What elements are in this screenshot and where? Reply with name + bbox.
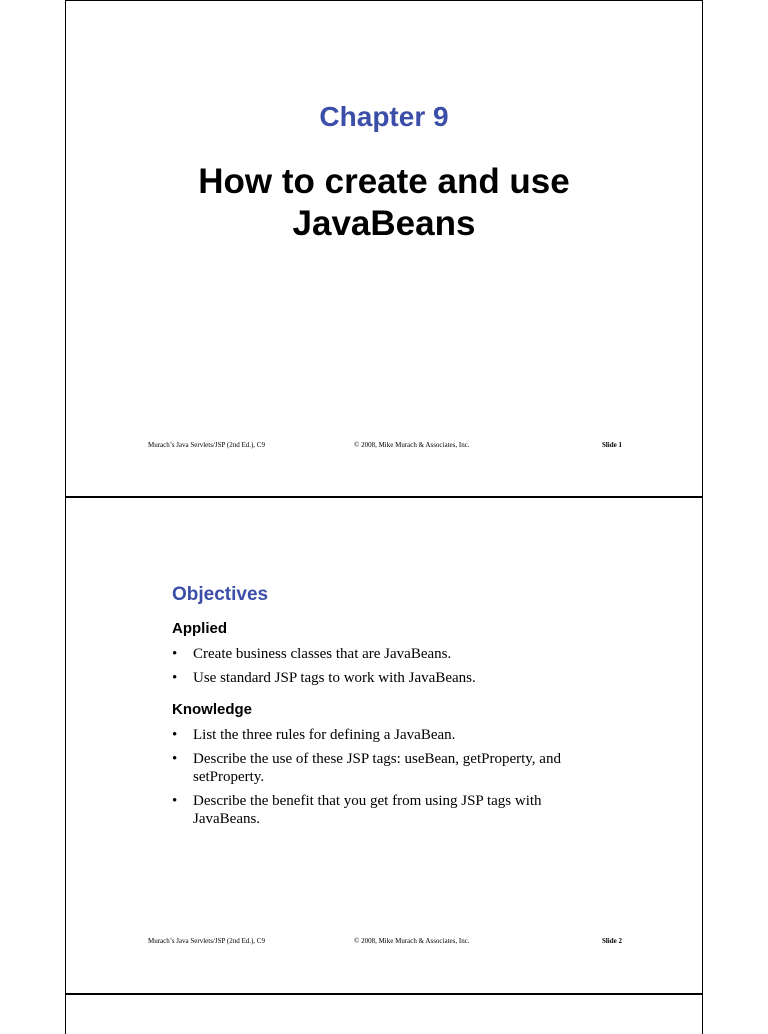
footer-book-title: Murach’s Java Servlets/JSP (2nd Ed.), C9 — [148, 937, 265, 945]
list-item-text: List the three rules for defining a JavaBean. — [193, 727, 456, 743]
bullet-icon: • — [172, 793, 178, 809]
bullet-icon: • — [172, 751, 178, 767]
title-line-2: JavaBeans — [292, 204, 476, 243]
slide-2 — [65, 497, 703, 994]
footer-slide-number: Slide 2 — [601, 937, 622, 945]
list-item-text: Create business classes that are JavaBeans. — [193, 646, 452, 662]
footer-copyright: © 2008, Mike Murach & Associates, Inc. — [354, 441, 470, 449]
footer-slide-number: Slide 1 — [601, 441, 622, 449]
list-item — [172, 726, 612, 744]
objectives-heading: Objectives — [172, 584, 269, 605]
list-item-text: Describe the use of these JSP tags: useBean, getProperty, and setProperty. — [193, 751, 561, 785]
slide-3 — [65, 994, 703, 1034]
chapter-label: Chapter 9 — [319, 101, 449, 132]
bullet-icon: • — [172, 646, 178, 662]
slide-footer — [148, 937, 622, 949]
list-item — [172, 750, 612, 786]
applied-list — [172, 645, 612, 693]
list-item-text: Use standard JSP tags to work with JavaBeans. — [193, 670, 476, 686]
list-item-text: Describe the benefit that you get from using JSP tags with JavaBeans. — [193, 793, 542, 827]
knowledge-list — [172, 726, 612, 834]
list-item — [172, 669, 612, 687]
bullet-icon: • — [172, 670, 178, 686]
slide-title — [66, 161, 702, 245]
list-item — [172, 645, 612, 663]
bullet-icon: • — [172, 727, 178, 743]
footer-book-title: Murach’s Java Servlets/JSP (2nd Ed.), C9 — [148, 441, 265, 449]
knowledge-heading: Knowledge — [172, 701, 253, 718]
list-item — [172, 792, 612, 828]
title-line-1: How to create and use — [198, 162, 570, 201]
footer-copyright: © 2008, Mike Murach & Associates, Inc. — [354, 937, 470, 945]
applied-heading: Applied — [172, 620, 227, 637]
slide-footer — [148, 441, 622, 453]
slide-1 — [65, 0, 703, 497]
